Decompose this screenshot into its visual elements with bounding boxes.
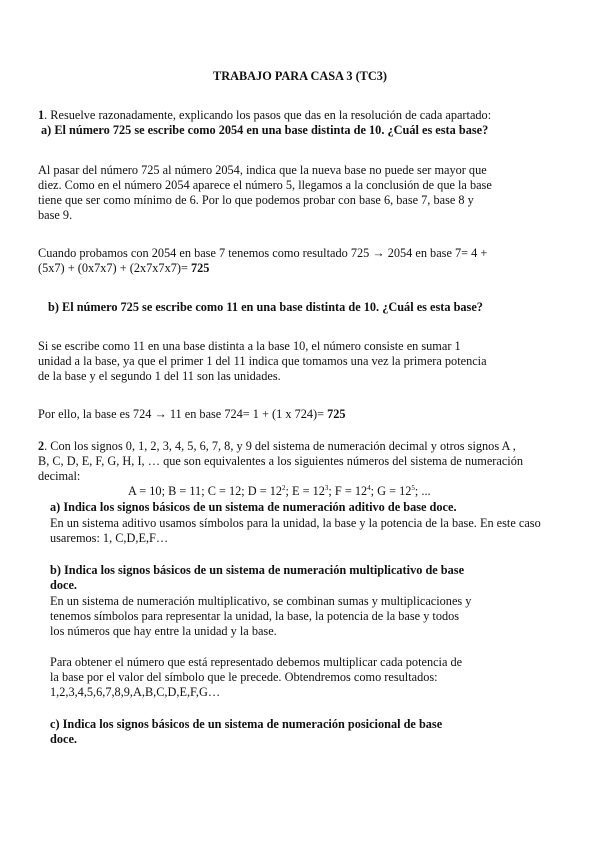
q2-b-text-line: En un sistema de numeración multiplicativo, se combinan sumas y multiplicaciones y [50,594,472,608]
eq-text: ; G = 12 [370,484,412,498]
q2-b-text-line: los números que hay entre la unidad y la base. [50,624,277,638]
q1-a-calculation-line [38,261,209,276]
q1-b-conclusion-text: Por ello, la base es 724 → 11 en base 724= 1 + (1 x 724)= [38,407,328,421]
eq-text: ; F = 12 [328,484,368,498]
q2-b-text-line: tenemos símbolos para representar la unidad, la base, la potencia de la base y todos [50,609,460,623]
q1-b-conclusion [38,407,346,422]
q1-intro-text: . Resuelve razonadamente, explicando los pasos que das en la resolución de cada apartado: [44,108,492,122]
q1-a-calculation-line: Cuando probamos con 2054 en base 7 tenemos como resultado 725 → 2054 en base 7= 4 + [38,246,488,260]
q2-intro-line: B, C, D, E, F, G, H, I, … que son equivalentes a los siguientes números del sistema de numeración [38,454,524,468]
q1-a-paragraph-line: tiene que ser como mínimo de 6. Por lo que podemos probar con base 6, base 7, base 8 y [38,193,474,207]
eq-exponent: 4 [367,484,371,492]
q1-a-result: 725 [190,261,210,275]
q1-number: 1 [38,108,45,122]
q1-a-heading: a) El número 725 se escribe como 2054 en una base distinta de 10. ¿Cuál es esta base? [41,123,489,137]
q2-b-heading-line: b) Indica los signos básicos de un sistema de numeración multiplicativo de base [50,563,465,577]
q2-b-heading-line: doce. [50,578,77,592]
q2-equivalences [128,484,431,499]
q2-c-heading-line: c) Indica los signos básicos de un sistema de numeración posicional de base [50,717,443,731]
q2-intro-line [38,439,516,454]
q2-a-heading: a) Indica los signos básicos de un sistema de numeración aditivo de base doce. [50,500,457,514]
q1-a-paragraph-line: Al pasar del número 725 al número 2054, indica que la nueva base no puede ser mayor que [38,163,487,177]
q1-b-heading: b) El número 725 se escribe como 11 en una base distinta de 10. ¿Cuál es esta base? [48,300,483,314]
q2-intro-line: decimal: [38,469,81,483]
eq-exponent: 3 [324,484,329,492]
eq-text: ; E = 12 [285,484,325,498]
q2-c-heading-line: doce. [50,732,77,746]
q2-intro-text: . Con los signos 0, 1, 2, 3, 4, 5, 6, 7, 8, y 9 del sistema de numeración decimal y otros signos A , [44,439,516,453]
q1-b-paragraph-line: Si se escribe como 11 en una base distinta a la base 10, el número consiste en sumar 1 [38,339,461,353]
eq-text: ; ... [414,484,431,498]
q1-a-paragraph-line: diez. Como en el número 2054 aparece el número 5, llegamos a la conclusión de que la base [38,178,492,192]
q1-a-paragraph-line: base 9. [38,208,73,222]
q1-intro [38,108,491,123]
eq-text: A = 10; B = 11; C = 12; D = 12 [128,484,283,498]
q2-a-text-line: usaremos: 1, C,D,E,F… [50,531,169,545]
q1-b-paragraph-line: unidad a la base, ya que el primer 1 del 11 indica que tomamos una vez la primera potencia [38,354,487,368]
q2-b-text2-line: la base por el valor del símbolo que le precede. Obtendremos como resultados: [50,670,438,684]
q2-number: 2 [38,439,45,453]
q2-b-text2-line: Para obtener el número que está representado debemos multiplicar cada potencia de [50,655,463,669]
eq-exponent: 5 [411,484,415,492]
q2-a-text-line: En un sistema aditivo usamos símbolos para la unidad, la base y la potencia de la base. En este caso [50,516,541,530]
eq-exponent: 2 [282,484,286,492]
q1-b-paragraph-line: de la base y el segundo 1 del 11 son las unidades. [38,369,281,383]
q1-b-result: 725 [327,407,346,421]
q2-b-text2-line: 1,2,3,4,5,6,7,8,9,A,B,C,D,E,F,G… [50,685,221,699]
page-title: TRABAJO PARA CASA 3 (TC3) [213,69,387,83]
q1-a-calculation-text: (5x7) + (0x7x7) + (2x7x7x7)= [38,261,191,275]
